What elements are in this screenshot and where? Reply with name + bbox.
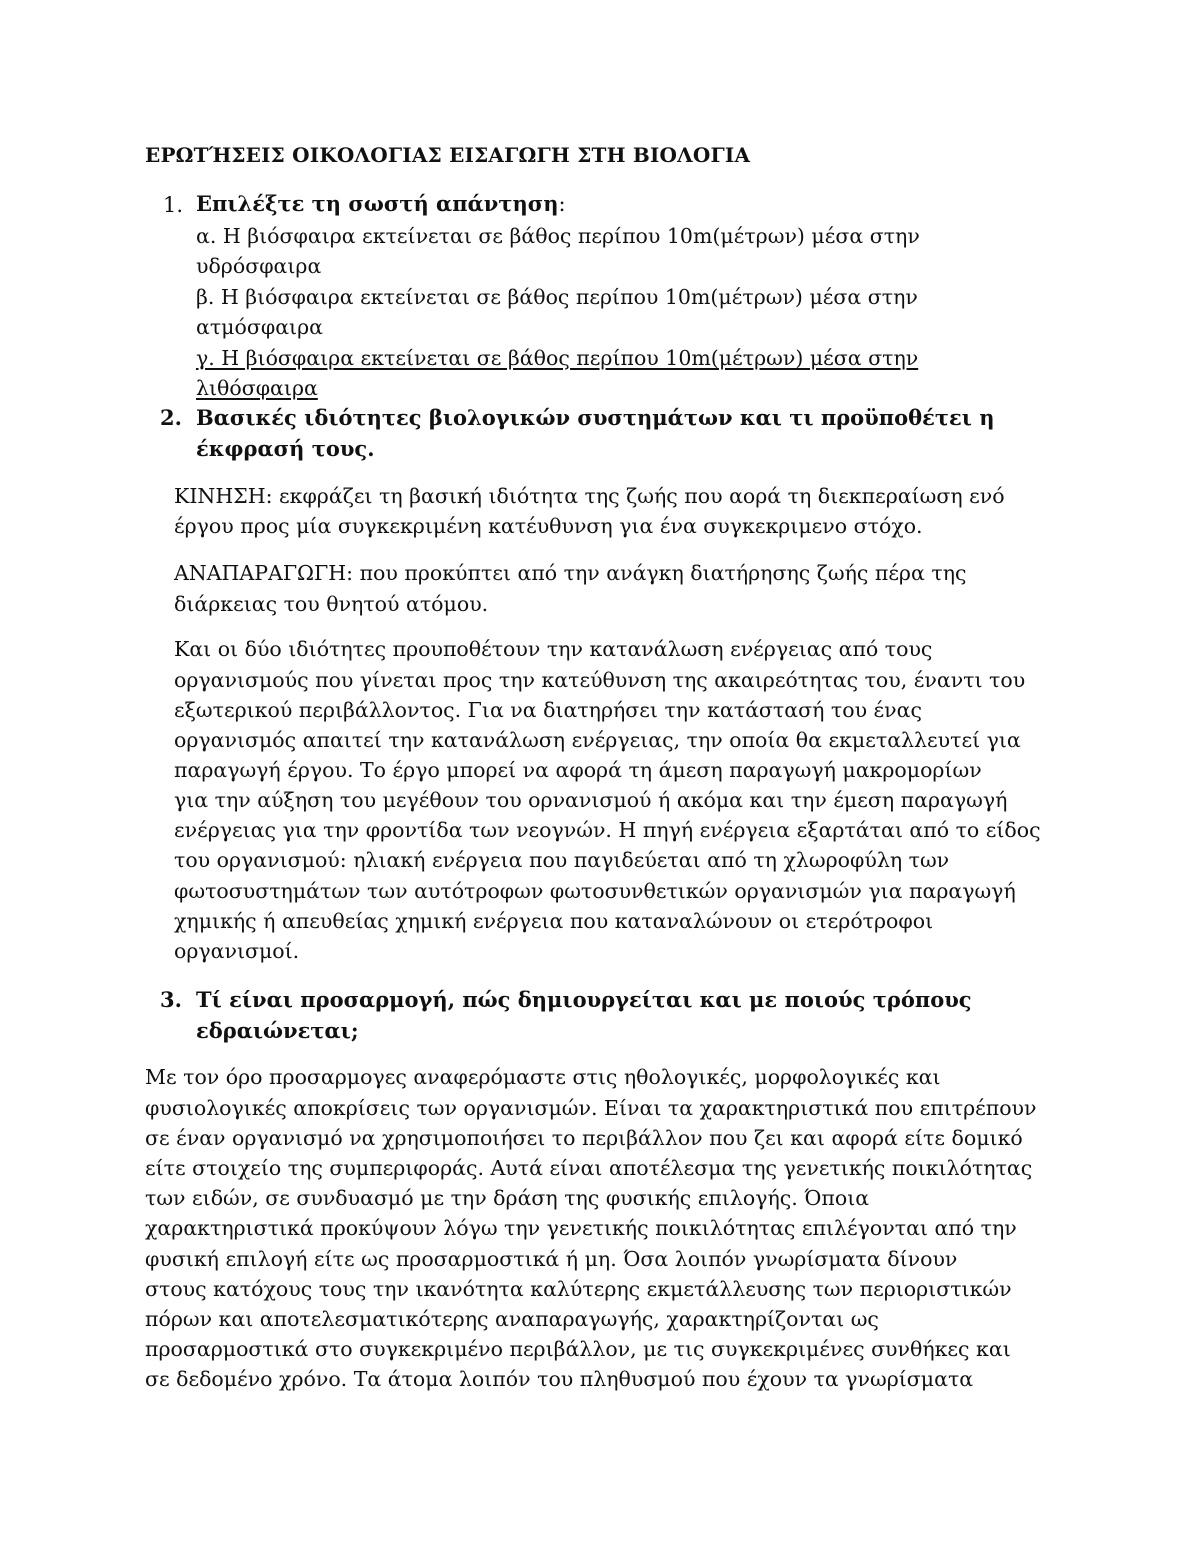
q3-body-line-10: προσαρμοστικά στο συγκεκριμένο περιβάλλον, με τις συγκεκριμένες συνθήκες και xyxy=(145,1337,1011,1361)
q2-body-line-8: του οργανισμού: ηλιακή ενέργεια που παγιδεύεται από τη χλωροφύλη των xyxy=(174,848,950,872)
question-3-number: 3. xyxy=(160,987,182,1012)
q3-body-line-2: φυσιολογικές αποκρίσεις των οργανισμών. Είναι τα χαρακτηριστικά που επιτρέπουν xyxy=(145,1096,1037,1120)
question-1-number: 1. xyxy=(163,193,184,217)
q2-body-line-2: οργανισμούς που γίνεται προς την κατεύθυνση της ακαιρεότητας του, έναντι του xyxy=(174,668,1026,692)
question-3-heading-line-2: εδραιώνεται; xyxy=(196,1018,359,1043)
document-title: ΕΡΩΤΉΣΕΙΣ ΟΙΚΟΛΟΓΙΑΣ ΕΙΣΑΓΩΓΗ ΣΤΗ ΒΙΟΛΟΓΙΑ xyxy=(145,143,751,167)
option-a-line-2: υδρόσφαιρα xyxy=(196,254,322,278)
q2-body-line-11: οργανισμοί. xyxy=(174,939,300,963)
q3-body-line-1: Με τον όρο προσαρμογες αναφερόμαστε στις ηθολογικές, μορφολογικές και xyxy=(145,1065,941,1089)
option-c-line-2: λιθόσφαιρα xyxy=(196,376,318,400)
q3-body-line-3: σε έναν οργανισμό να χρησιμοποιήσει το περιβάλλον που ζει και αφορά είτε δομικό xyxy=(145,1126,1023,1150)
q2-body-line-6: για την αύξηση του μεγέθουν του ορνανισμού ή ακόμα και την έμεση παραγωγή xyxy=(174,788,1008,812)
q3-body-line-11: σε δεδομένο χρόνο. Τα άτομα λοιπόν του πληθυσμού που έχουν τα γνωρίσματα xyxy=(145,1367,974,1391)
q2-body-line-1: Και οι δύο ιδιότητες προυποθέτουν την κατανάλωση ενέργειας από τους xyxy=(174,637,933,661)
q2-anaparagogi-line-2: διάρκειας του θνητού ατόμου. xyxy=(174,592,489,616)
option-b-line-1: β. Η βιόσφαιρα εκτείνεται σε βάθος περίπου 10m(μέτρων) μέσα στην xyxy=(196,285,918,309)
question-1-heading xyxy=(196,188,566,220)
option-b-line-2: ατμόσφαιρα xyxy=(196,315,323,339)
q2-body-line-4: οργανισμός απαιτεί την κατανάλωση ενέργειας, την οποία θα εκμεταλλευτεί για xyxy=(174,728,1021,752)
option-a-line-1: α. Η βιόσφαιρα εκτείνεται σε βάθος περίπου 10m(μέτρων) μέσα στην xyxy=(196,224,920,248)
q3-body-line-5: των ειδών, σε συνδυασμό με την δράση της φυσικής επιλογής. Όποια xyxy=(145,1186,870,1210)
q2-body-line-3: εξωτερικού περιβάλλοντος. Για να διατηρήσει την κατάστασή του ένας xyxy=(174,698,922,722)
q3-body-line-6: χαρακτηριστικά προκύψουν λόγω την γενετικής ποικιλότητας επιλέγονται από την xyxy=(145,1216,1017,1240)
q2-body-line-9: φωτοσυστημάτων των αυτότροφων φωτοσυνθετικών οργανισμών για παραγωγή xyxy=(174,879,1016,903)
question-2-number: 2. xyxy=(160,405,182,430)
question-3-heading-line-1: Τί είναι προσαρμογή, πώς δημιουργείται και με ποιούς τρόπους xyxy=(196,987,972,1012)
question-2-heading-line-1: Βασικές ιδιότητες βιολογικών συστημάτων και τι προϋποθέτει η xyxy=(196,405,995,430)
q3-body-line-7: φυσική επιλογή είτε ως προσαρμοστικά ή μη. Όσα λοιπόν γνωρίσματα δίνουν xyxy=(145,1247,958,1271)
question-1-heading-text: Επιλέξτε τη σωστή απάντηση xyxy=(196,191,559,216)
q2-body-line-7: ενέργειας για την φροντίδα των νεογνών. Η πηγή ενέργεια εξαρτάται από το είδος xyxy=(174,818,1041,842)
q2-kinisi-line-1: ΚΙΝΗΣΗ: εκφράζει τη βασική ιδιότητα της ζωής που αορά τη διεκπεραίωση ενό xyxy=(174,484,1005,508)
q2-body-line-10: χημικής ή απευθείας χημική ενέργεια που καταναλώνουν οι ετερότροφοι xyxy=(174,909,934,933)
q2-body-line-5: παραγωγή έργου. Το έργο μπορεί να αφορά τη άμεση παραγωγή μακρομορίων xyxy=(174,758,982,782)
question-1-heading-colon: : xyxy=(558,192,566,216)
option-c-line-1: γ. Η βιόσφαιρα εκτείνεται σε βάθος περίπου 10m(μέτρων) μέσα στην xyxy=(196,346,919,370)
q3-body-line-8: στους κατόχους τους την ικανότητα καλύτερης εκμετάλλευσης των περιοριστικών xyxy=(145,1277,1012,1301)
q2-anaparagogi-line-1: ΑΝΑΠΑΡΑΓΩΓΗ: που προκύπτει από την ανάγκη διατήρησης ζωής πέρα της xyxy=(174,561,967,585)
question-2-heading-line-2: έκφρασή τους. xyxy=(196,436,375,461)
q3-body-line-9: πόρων και αποτελεσματικότερης αναπαραγωγής, χαρακτηρίζονται ως xyxy=(145,1307,879,1331)
q2-kinisi-line-2: έργου προς μία συγκεκριμένη κατέυθυνση για ένα συγκεκριμενο στόχο. xyxy=(174,514,923,538)
q3-body-line-4: είτε στοιχείο της συμπεριφοράς. Αυτά είναι αποτέλεσμα της γενετικής ποικιλότητας xyxy=(145,1156,1033,1180)
